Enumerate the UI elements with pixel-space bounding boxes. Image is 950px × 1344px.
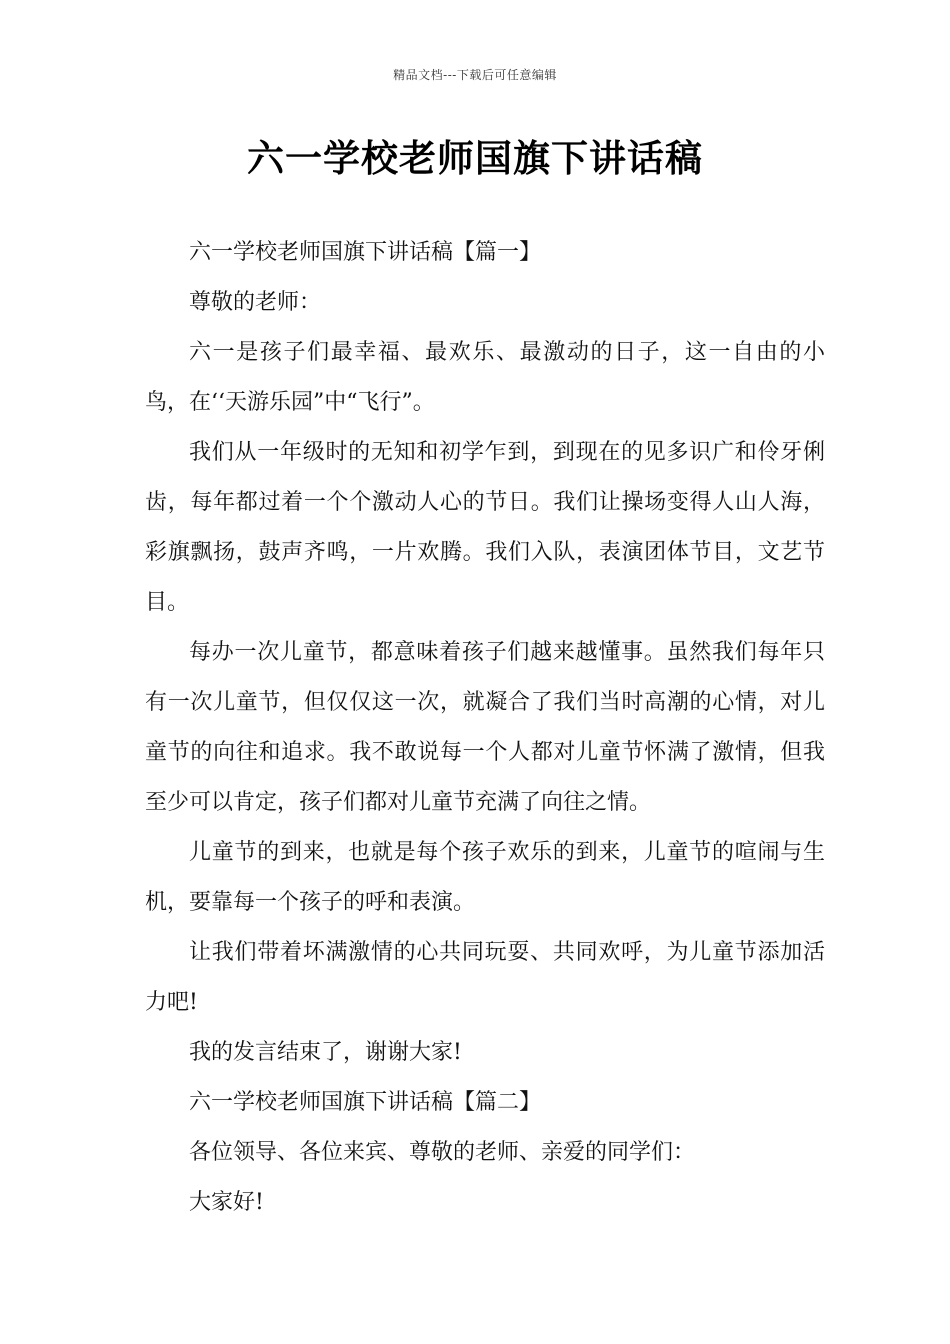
section-heading-2: 六一学校老师国旗下讲话稿【篇二】 <box>189 1090 542 1115</box>
salutation: 尊敬的老师： <box>189 290 322 315</box>
document-body <box>145 228 825 1228</box>
paragraph: 我们从一年级时的无知和初学乍到，到现在的见多识广和伶牙俐齿，每年都过着一个个激动人心的节日。我们让操场变得人山人海，彩旗飘扬，鼓声齐鸣，一片欢腾。我们入队，表演团体节目，文艺节目。 <box>145 440 825 615</box>
greeting: 大家好! <box>189 1190 264 1215</box>
closing-line: 我的发言结束了，谢谢大家! <box>189 1040 462 1065</box>
salutation: 各位领导、各位来宾、尊敬的老师、亲爱的同学们： <box>189 1140 696 1165</box>
paragraph: 六一是孩子们最幸福、最欢乐、最激动的日子，这一自由的小鸟，在‘‘天游乐园”中“飞行”。 <box>145 340 825 415</box>
paragraph: 每办一次儿童节，都意味着孩子们越来越懂事。虽然我们每年只有一次儿童节，但仅仅这一次，就凝合了我们当时高潮的心情，对儿童节的向往和追求。我不敢说每一个人都对儿童节怀满了激情，但我至少可以肯定，孩子们都对儿童节充满了向往之情。 <box>145 640 825 815</box>
paragraph: 让我们带着坏满激情的心共同玩耍、共同欢呼，为儿童节添加活力吧! <box>145 940 825 1015</box>
header-note: 精品文档---下载后可任意编辑 <box>393 68 557 82</box>
paragraph: 儿童节的到来，也就是每个孩子欢乐的到来，儿童节的喧闹与生机，要靠每一个孩子的呼和表演。 <box>145 840 825 915</box>
document-title: 六一学校老师国旗下讲话稿 <box>247 137 703 180</box>
section-heading-1: 六一学校老师国旗下讲话稿【篇一】 <box>189 240 542 265</box>
